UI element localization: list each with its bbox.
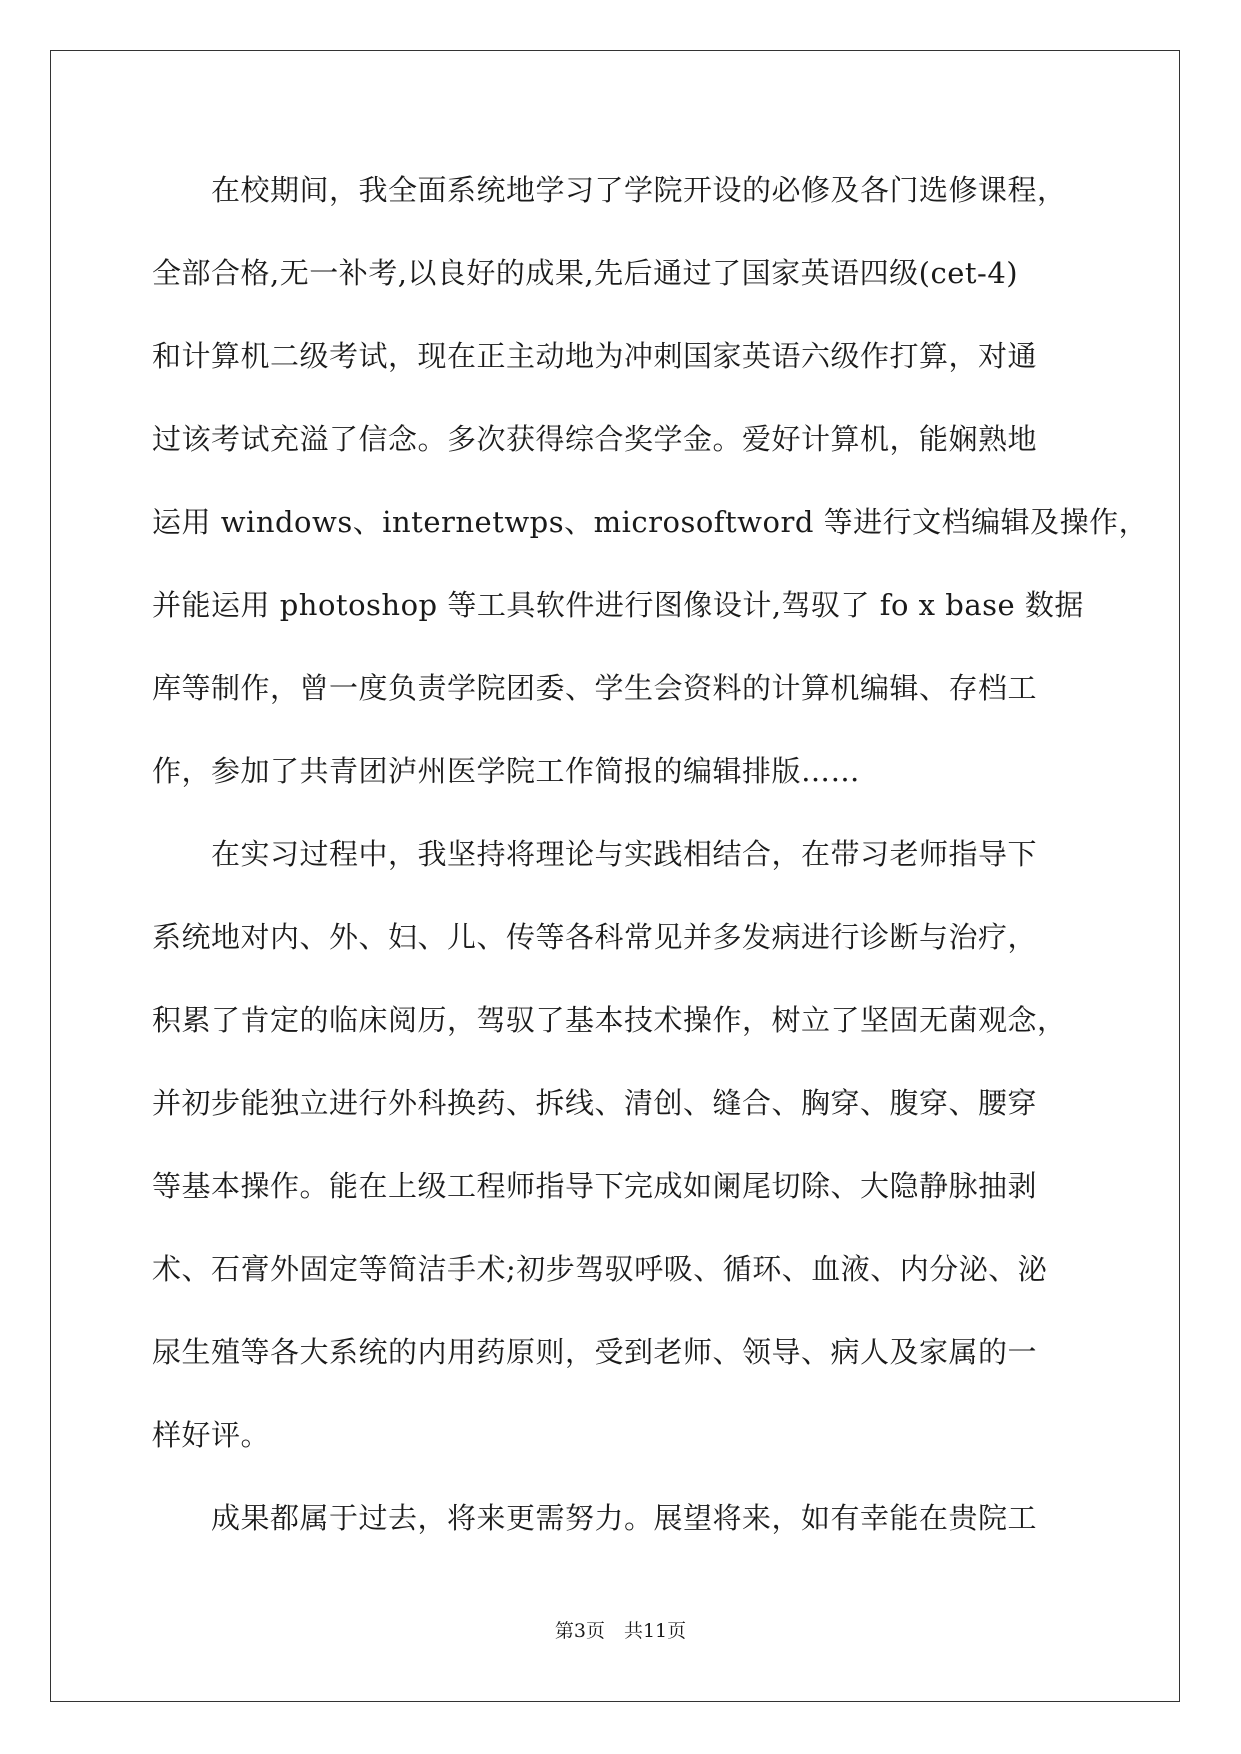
page-footer: 第3页 共11页 [554,1620,687,1642]
page-border [50,50,1180,1702]
text-line: 全部合格,无一补考,以良好的成果,先后通过了国家英语四级(cet-4) [152,256,1019,290]
text-line: 作，参加了共青团泸州医学院工作简报的编辑排版…… [152,754,861,788]
text-line: 和计算机二级考试，现在正主动地为冲刺国家英语六级作打算，对通 [152,339,1038,373]
text-line: 库等制作，曾一度负责学院团委、学生会资料的计算机编辑、存档工 [152,671,1038,705]
text-line: 系统地对内、外、妇、儿、传等各科常见并多发病进行诊断与治疗， [152,920,1038,954]
text-line: 术、石膏外固定等简洁手术;初步驾驭呼吸、循环、血液、内分泌、泌 [152,1252,1048,1286]
text-line: 过该考试充溢了信念。多次获得综合奖学金。爱好计算机，能娴熟地 [152,422,1038,456]
text-line: 在实习过程中，我坚持将理论与实践相结合，在带习老师指导下 [152,837,1038,871]
text-line: 积累了肯定的临床阅历，驾驭了基本技术操作，树立了坚固无菌观念， [152,1003,1067,1037]
text-line: 样好评。 [152,1418,271,1452]
text-line: 成果都属于过去，将来更需努力。展望将来，如有幸能在贵院工 [152,1501,1038,1535]
text-line: 并能运用 photoshop 等工具软件进行图像设计,驾驭了 fo x base 数据 [152,588,1084,622]
text-line: 运用 windows、internetwps、microsoftword 等进行文档编辑及操作， [152,505,1149,539]
text-line: 在校期间，我全面系统地学习了学院开设的必修及各门选修课程， [152,173,1067,207]
text-line: 尿生殖等各大系统的内用药原则，受到老师、领导、病人及家属的一 [152,1335,1038,1369]
text-line: 并初步能独立进行外科换药、拆线、清创、缝合、胸穿、腹穿、腰穿 [152,1086,1038,1120]
text-line: 等基本操作。能在上级工程师指导下完成如阑尾切除、大隐静脉抽剥 [152,1169,1038,1203]
